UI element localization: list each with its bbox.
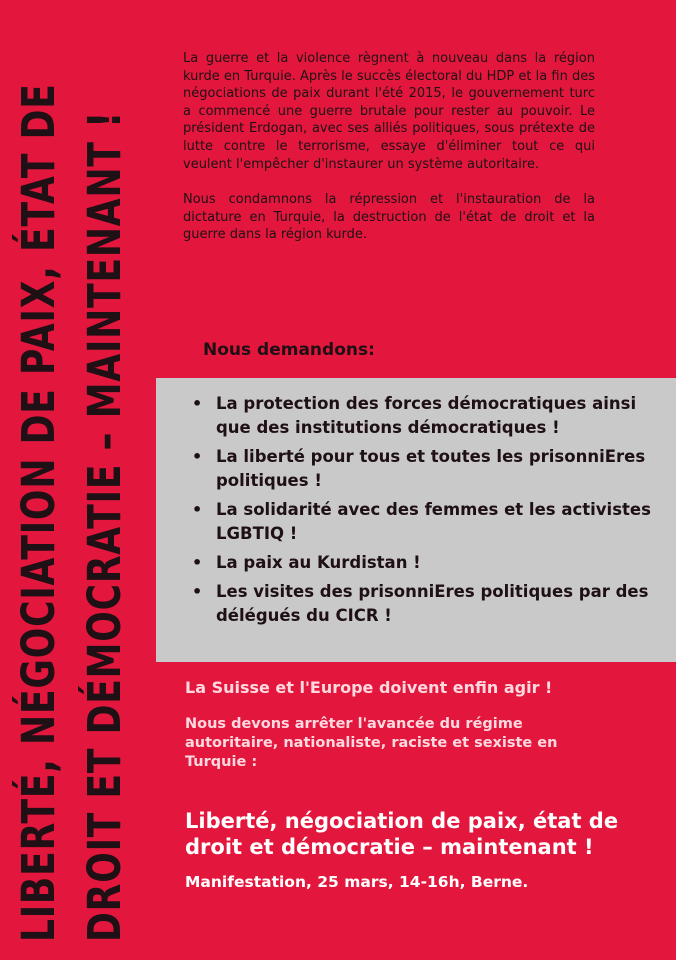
demand-item (192, 392, 662, 440)
call-text: Nous devons arrêter l'avancée du régime autoritaire, nationaliste, raciste et sexiste en Turquie : (185, 716, 558, 770)
intro-paragraph-2: Nous condamnons la répression et l'instauration de la dictature en Turquie, la destruction de l'état de droit et la guerre dans la région kurde. (183, 192, 595, 243)
demand-text: La paix au Kurdistan ! (216, 553, 421, 572)
demands-heading: Nous demandons: (203, 340, 375, 360)
demand-text: La liberté pour tous et toutes les prisonniEres politiques ! (216, 447, 646, 490)
intro-paragraph-1: La guerre et la violence règnent à nouveau dans la région kurde en Turquie. Après le succès électoral du HDP et la fin des négociations de paix durant l'été 2015, le gouvernement turc a commencé une guerre brutale pour rester au pouvoir. Le président Erdogan, avec ses alliés politiques, sous prétexte de lutte contre le terrorisme, essaye d'éliminer tout ce qui veulent l'empêcher d'instaurer un système autoritaire. (183, 51, 595, 172)
bullet-icon: • (192, 447, 203, 466)
bullet-icon: • (192, 394, 203, 413)
call-headline: La Suisse et l'Europe doivent enfin agir ! (185, 678, 553, 697)
demand-text: La solidarité avec des femmes et les activistes LGBTIQ ! (216, 500, 651, 543)
demand-item (192, 445, 662, 493)
event-info: Manifestation, 25 mars, 14-16h, Berne. (185, 873, 529, 891)
bullet-icon: • (192, 582, 203, 601)
demands-list (156, 378, 676, 628)
intro-text (183, 50, 595, 262)
vertical-title-line-2: DROIT ET DÉMOCRATIE – MAINTENANT ! (78, 110, 131, 942)
bullet-icon: • (192, 553, 203, 572)
vertical-title (0, 0, 150, 960)
demands-box (156, 378, 676, 662)
demand-text: Les visites des prisonniEres politiques par des délégués du CICR ! (216, 582, 649, 625)
demand-item (192, 580, 662, 628)
slogan: Liberté, négociation de paix, état de droit et démocratie – maintenant ! (185, 809, 619, 859)
demand-item (192, 551, 662, 575)
vertical-title-line-1: LIBERTÉ, NÉGOCIATION DE PAIX, ÉTAT DE (12, 83, 65, 942)
bullet-icon: • (192, 500, 203, 519)
demand-item (192, 498, 662, 546)
demand-text: La protection des forces démocratiques ainsi que des institutions démocratiques ! (216, 394, 637, 437)
